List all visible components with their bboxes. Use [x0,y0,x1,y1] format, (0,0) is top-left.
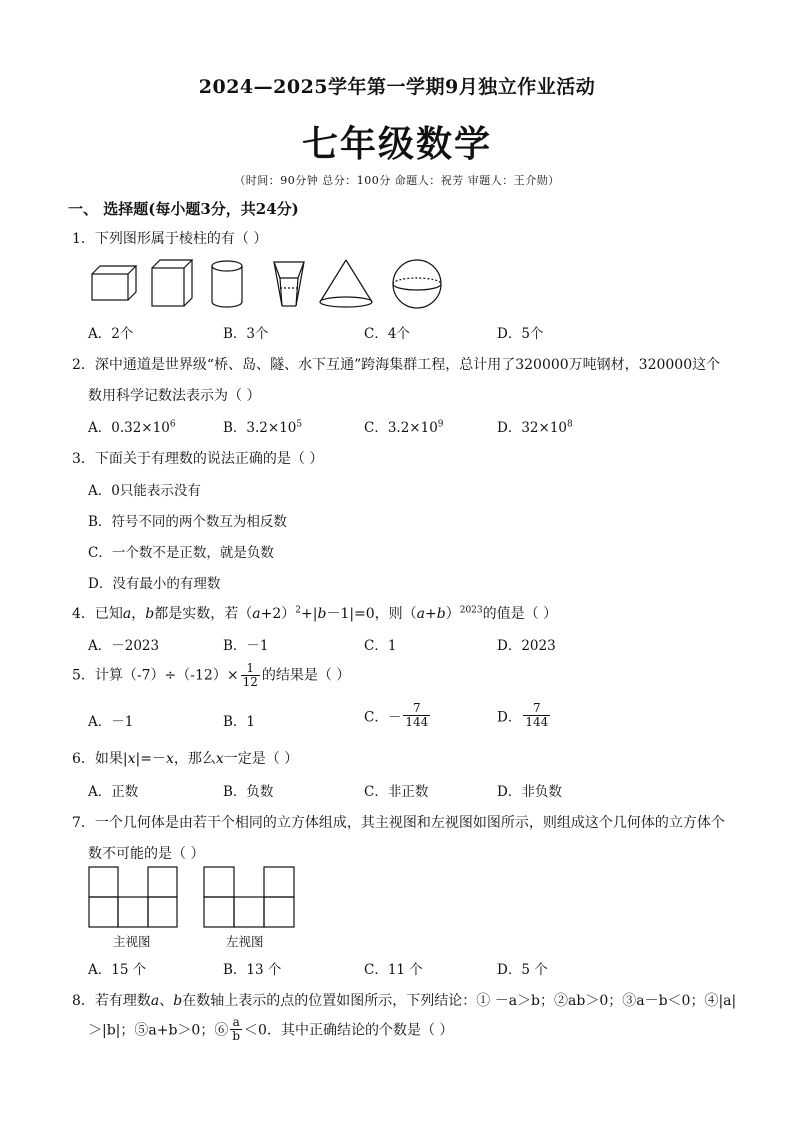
q5-fraction: $\frac{1}{12}$ [242,661,258,690]
q5-stem: 5．计算（-7）÷（-12）× $\frac{1}{12}$ 的结果是（ ） [72,661,351,690]
q3-option-c[interactable]: C．一个数不是正数，就是负数 [88,545,274,561]
q2-option-c[interactable]: C．$3.2\times 10^9$ [364,419,444,436]
q1-option-a[interactable]: A．2个 [88,326,134,342]
q8-stem-line2: ＞|b|；⑤a+b＞0；⑥ $\frac{a}{b}$ ＜0．其中正确结论的个数是（ ） [88,1015,454,1044]
q7-option-d[interactable]: D．5 个 [497,962,548,978]
q2-option-d[interactable]: D．$32\times 10^8$ [497,419,573,436]
q4-option-c[interactable]: C．1 [364,638,397,654]
q5-option-b[interactable]: B．1 [223,714,256,730]
q6-option-c[interactable]: C．非正数 [364,784,429,800]
q1-option-d[interactable]: D．5个 [497,326,544,342]
q6-option-b[interactable]: B．负数 [223,784,274,800]
section-heading: 一、 选择题(每小题3分，共24分) [68,200,299,218]
q2-stem-line1: 2．深中通道是世界级“桥、岛、隧、水下互通”跨海集群工程，总计用了320000万吨钢材，320000这个 [72,357,721,373]
q6-option-d[interactable]: D．非负数 [497,784,562,800]
q1-option-c[interactable]: C．4个 [364,326,410,342]
q3-option-a[interactable]: A．0只能表示没有 [88,483,201,499]
q2-option-a[interactable]: A．$0.32\times 10^6$ [88,419,176,436]
cube-shape [152,260,192,306]
front-view-diagram [88,866,178,928]
left-view-caption: 左视图 [226,934,264,949]
q7-option-b[interactable]: B．13 个 [223,962,282,978]
q7-stem-line2: 数不可能的是（ ） [88,846,205,862]
q5-option-c[interactable]: C．－ $\frac{7}{144}$ [364,701,429,730]
q7-option-a[interactable]: A．15 个 [88,962,147,978]
front-view-caption: 主视图 [113,934,151,949]
q4-option-b[interactable]: B．－1 [223,638,269,654]
q1-stem: 1．下列图形属于棱柱的有（ ） [72,231,268,247]
q2-stem-line2: 数用科学记数法表示为（ ） [88,388,261,404]
q3-stem: 3．下面关于有理数的说法正确的是（ ） [72,451,324,467]
q6-option-a[interactable]: A．正数 [88,784,139,800]
sphere-shape [393,260,441,308]
exam-info: （时间：90分钟 总分：100分 命题人：祝芳 审题人：王介勋） [234,174,560,187]
q4-option-d[interactable]: D．2023 [497,638,556,654]
q3-option-b[interactable]: B．符号不同的两个数互为相反数 [88,514,287,530]
frustum-shape [274,262,304,306]
q8-stem-line1: 8．若有理数a、b在数轴上表示的点的位置如图所示，下列结论：① －a＞b；②ab＞0；③a－b＜0；④|a| [72,993,737,1009]
q2-option-b[interactable]: B．$3.2\times 10^5$ [223,419,303,436]
q5-option-a[interactable]: A．－1 [88,714,134,730]
q8-fraction: $\frac{a}{b}$ [232,1015,241,1044]
exam-subtitle: 七年级数学 [301,123,492,165]
cuboid-shape [92,266,136,300]
q7-stem-line1: 7．一个几何体是由若干个相同的立方体组成，其主视图和左视图如图所示，则组成这个几何体的立方体个 [72,815,725,831]
q4-option-a[interactable]: A．－2023 [88,638,160,654]
q4-stem: 4．已知a，b都是实数，若$(a+2)^2+|b-1|=0$，则$(a+b)^{2023}$的值是（ ） [72,605,558,622]
cone-shape [320,260,372,307]
q3-option-d[interactable]: D．没有最小的有理数 [88,576,221,592]
q1-option-b[interactable]: B．3个 [223,326,269,342]
q1-shapes [88,258,458,310]
exam-title: 2024—2025学年第一学期9月独立作业活动 [198,76,596,98]
q5-option-d[interactable]: D． $\frac{7}{144}$ [497,701,549,730]
q6-stem: 6．如果|x|=－x，那么x一定是（ ） [72,751,299,767]
left-view-diagram [203,866,295,928]
q7-option-c[interactable]: C．11 个 [364,962,423,978]
cylinder-shape [212,261,242,307]
